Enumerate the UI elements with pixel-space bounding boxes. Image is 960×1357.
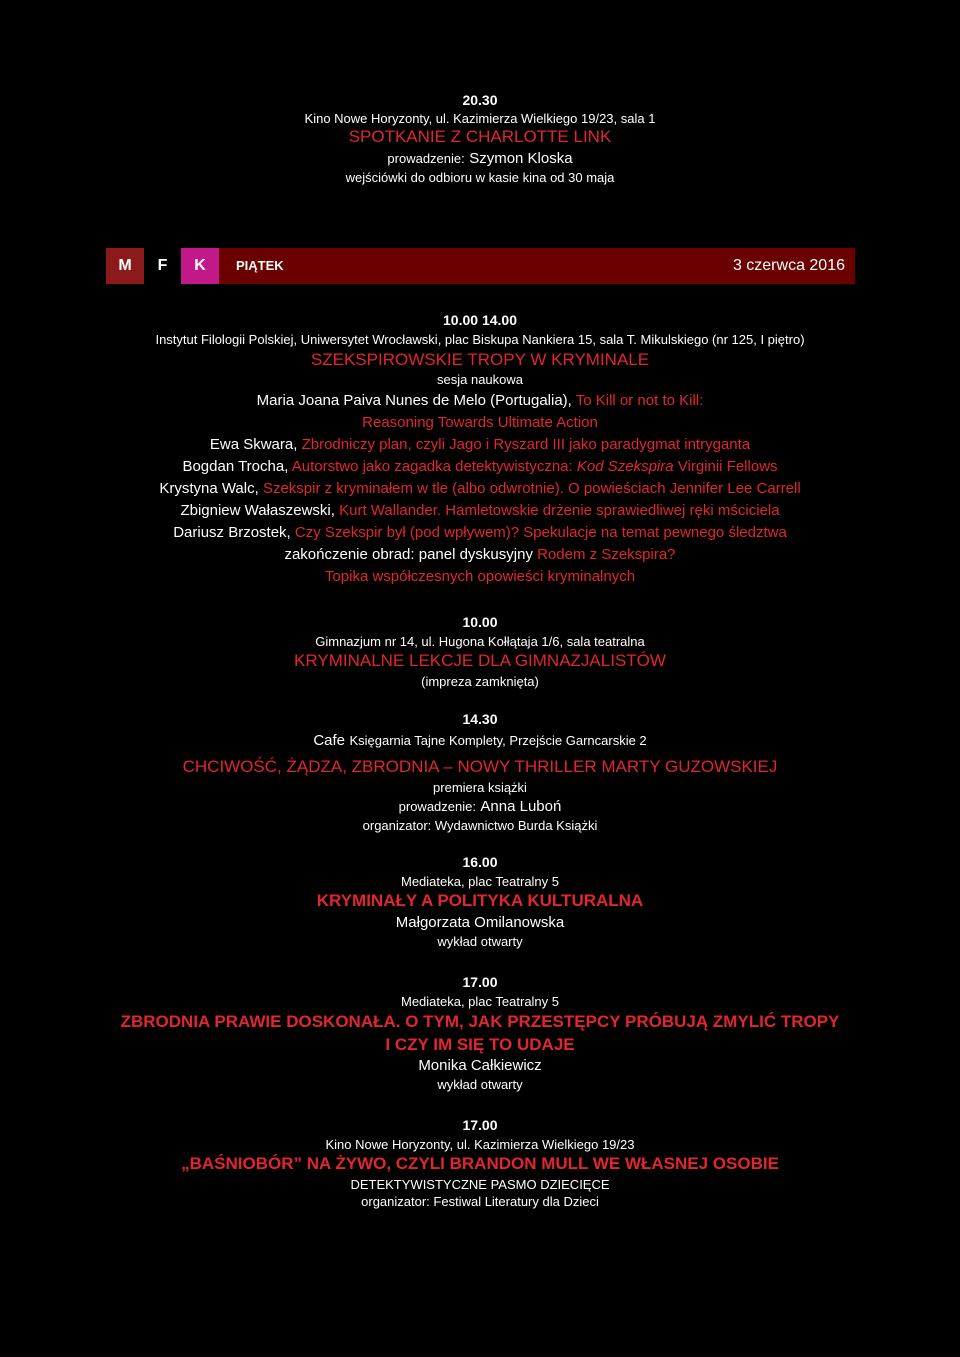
event-note: wejściówki do odbioru w kasie kina od 30 maja bbox=[345, 169, 615, 185]
event-title-line2: I CZY IM SIĘ TO UDAJE bbox=[385, 1034, 575, 1054]
event-subtitle: premiera książki bbox=[433, 780, 527, 796]
talk-item bbox=[0, 544, 960, 566]
event-time: 16.00 bbox=[462, 854, 498, 870]
talk-title: Czy Szekspir był (pod wpływem)? Spekulacje na temat pewnego śledztwa bbox=[294, 524, 787, 542]
event-organizer: organizator: Festiwal Literatury dla Dzieci bbox=[361, 1194, 599, 1210]
talk-title-continued: Topika współczesnych opowieści kryminalnych bbox=[324, 568, 636, 586]
talk-item bbox=[0, 522, 960, 544]
talk-title: Zbrodniczy plan, czyli Jago i Ryszard III jako paradygmat intryganta bbox=[301, 436, 751, 454]
event-venue: Kino Nowe Horyzonty, ul. Kazimierza Wielkiego 19/23, sala 1 bbox=[304, 110, 656, 126]
talk-title-continued: Reasoning Towards Ultimate Action bbox=[362, 414, 598, 432]
talk-title: Rodem z Szekspira? bbox=[537, 546, 676, 564]
event-title: SZEKSPIROWSKIE TROPY W KRYMINALE bbox=[310, 350, 650, 370]
event-title: KRYMINAŁY A POLITYKA KULTURALNA bbox=[316, 891, 644, 911]
day-name: PIĄTEK bbox=[236, 258, 284, 273]
event-title: CHCIWOŚĆ, ŻĄDZA, ZBRODNIA – NOWY THRILLER MARTY GUZOWSKIEJ bbox=[182, 756, 778, 776]
host-label: prowadzenie: bbox=[398, 798, 476, 814]
event-kryminalne-lekcje bbox=[0, 614, 960, 689]
talk-title: Szekspir z kryminałem w tle (albo odwrotnie). O powieściach Jennifer Lee Carrell bbox=[262, 480, 801, 498]
event-venue bbox=[0, 731, 960, 750]
talk-speaker: zakończenie obrad: panel dyskusyjny bbox=[284, 546, 533, 564]
host-name: Anna Luboń bbox=[480, 797, 562, 815]
talk-item bbox=[0, 434, 960, 456]
event-venue: Instytut Filologii Polskiej, Uniwersytet Wrocławski, plac Biskupa Nankiera 15, sala T. Mikulskiego (nr 125, I piętro) bbox=[155, 331, 805, 347]
day-header-bar bbox=[106, 248, 855, 284]
event-time: 17.00 bbox=[462, 1117, 498, 1133]
talk-speaker: Zbigniew Wałaszewski, bbox=[180, 502, 335, 520]
talk-speaker: Dariusz Brzostek, bbox=[173, 524, 291, 542]
event-subtitle: sesja naukowa bbox=[437, 371, 523, 387]
event-charlotte-link bbox=[0, 92, 960, 186]
event-time: 10.00 14.00 bbox=[443, 312, 517, 328]
event-host bbox=[0, 149, 960, 168]
talk-title: Kurt Wallander. Hamletowskie drżenie sprawiedliwej ręki mściciela bbox=[339, 502, 780, 520]
event-host bbox=[0, 797, 960, 816]
event-szekspirowskie-tropy bbox=[0, 312, 960, 588]
event-note: (impreza zamknięta) bbox=[421, 673, 539, 689]
event-premiera-guzowska bbox=[0, 711, 960, 834]
logo-letter-m: M bbox=[106, 248, 144, 284]
event-venue: Mediateka, plac Teatralny 5 bbox=[400, 993, 560, 1009]
talk-speaker: Bogdan Trocha, bbox=[182, 458, 289, 476]
talk-item bbox=[0, 390, 960, 412]
event-kryminaly-polityka bbox=[0, 854, 960, 949]
venue-cafe: Cafe bbox=[313, 731, 345, 749]
event-venue: Mediateka, plac Teatralny 5 bbox=[400, 873, 560, 889]
event-venue: Gimnazjum nr 14, ul. Hugona Kołłątaja 1/6, sala teatralna bbox=[315, 633, 645, 649]
event-type: wykład otwarty bbox=[437, 1077, 523, 1093]
talk-speaker: Krystyna Walc, bbox=[159, 480, 259, 498]
event-time: 14.30 bbox=[462, 711, 498, 727]
event-organizer: organizator: Wydawnictwo Burda Książki bbox=[362, 818, 598, 834]
talk-list bbox=[0, 390, 960, 588]
talk-title: Autorstwo jako zagadka detektywistyczna: bbox=[291, 458, 573, 476]
talk-item bbox=[0, 500, 960, 522]
talk-speaker: Maria Joana Paiva Nunes de Melo (Portugalia), bbox=[256, 392, 572, 410]
event-title: SPOTKANIE Z CHARLOTTE LINK bbox=[348, 127, 612, 147]
event-time: 10.00 bbox=[462, 614, 498, 630]
talk-title-italic: Kod Szekspira bbox=[576, 458, 674, 476]
event-time: 20.30 bbox=[462, 92, 498, 108]
event-title: KRYMINALNE LEKCJE DLA GIMNAZJALISTÓW bbox=[294, 651, 666, 671]
venue-name: Księgarnia Tajne Komplety, Przejście Garncarskie 2 bbox=[349, 732, 647, 748]
event-title: „BAŚNIOBÓR” NA ŻYWO, CZYLI BRANDON MULL WE WŁASNEJ OSOBIE bbox=[181, 1154, 779, 1174]
talk-item bbox=[0, 478, 960, 500]
event-strand: DETEKTYWISTYCZNE PASMO DZIECIĘCE bbox=[350, 1176, 610, 1192]
logo-letter-k: K bbox=[181, 248, 219, 284]
talk-speaker: Ewa Skwara, bbox=[209, 436, 298, 454]
talk-item bbox=[0, 456, 960, 478]
event-type: wykład otwarty bbox=[437, 933, 523, 949]
host-name: Szymon Kloska bbox=[469, 149, 573, 167]
event-title-line1: ZBRODNIA PRAWIE DOSKONAŁA. O TYM, JAK PRZESTĘPCY PRÓBUJĄ ZMYLIĆ TROPY bbox=[120, 1012, 840, 1032]
event-zbrodnia-prawie-doskonala bbox=[0, 974, 960, 1093]
event-speaker: Monika Całkiewicz bbox=[418, 1057, 542, 1075]
talk-title: To Kill or not to Kill: bbox=[575, 392, 704, 410]
event-venue: Kino Nowe Horyzonty, ul. Kazimierza Wielkiego 19/23 bbox=[325, 1136, 635, 1152]
host-label: prowadzenie: bbox=[387, 150, 465, 166]
event-time: 17.00 bbox=[462, 974, 498, 990]
event-basniobor bbox=[0, 1117, 960, 1210]
logo-letter-f: F bbox=[144, 248, 181, 284]
event-speaker: Małgorzata Omilanowska bbox=[395, 913, 565, 931]
day-date: 3 czerwca 2016 bbox=[732, 257, 845, 274]
talk-title-tail: Virginii Fellows bbox=[677, 458, 778, 476]
